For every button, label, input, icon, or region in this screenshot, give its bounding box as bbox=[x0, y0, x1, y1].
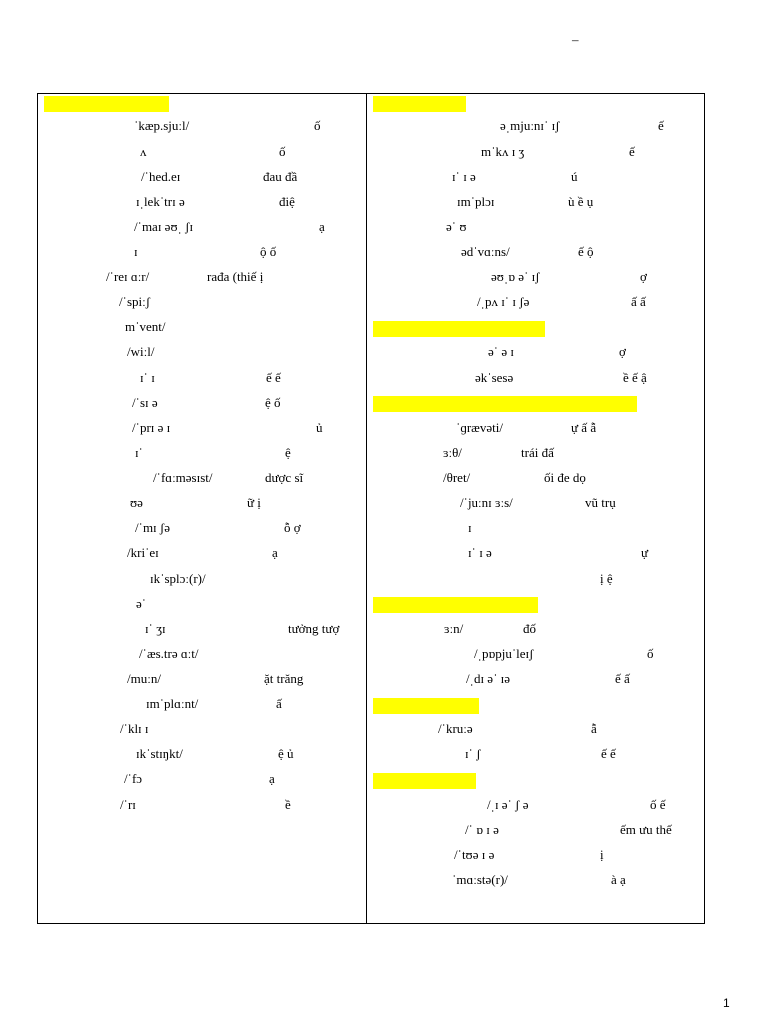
meaning-text: rađa (thiế ị bbox=[207, 269, 264, 284]
phonetic-text: ˈmɑːstə(r)/ bbox=[452, 872, 508, 887]
meaning-text: ợ bbox=[619, 344, 626, 359]
phonetic-text: əˌmjuːnɪˈ ɪʃ bbox=[500, 118, 560, 133]
phonetic-text: /ˈtʊə ɪ ə bbox=[454, 847, 495, 862]
phonetic-text: /θret/ bbox=[443, 470, 471, 485]
meaning-text: ế bbox=[658, 118, 664, 133]
meaning-text: ế ế bbox=[266, 370, 281, 385]
phonetic-text: /ˈkruːə bbox=[438, 721, 473, 736]
meaning-text: ữ ị bbox=[247, 495, 261, 510]
meaning-text: ệ ủ bbox=[278, 746, 294, 761]
phonetic-text: /ˌpɒpjuˈleɪʃ bbox=[474, 646, 534, 661]
phonetic-text: ədˈvɑːns/ bbox=[461, 244, 510, 259]
section-highlight bbox=[373, 698, 479, 714]
meaning-text: ấ ấ bbox=[631, 294, 646, 309]
meaning-text: đố bbox=[523, 621, 536, 636]
phonetic-text: ˈkæp.sjuːl/ bbox=[134, 118, 190, 133]
phonetic-text: ɜːθ/ bbox=[443, 445, 462, 460]
phonetic-text: /ˈfɔ bbox=[124, 771, 143, 786]
phonetic-text: ɪmˈplɔɪ bbox=[457, 194, 495, 209]
phonetic-text: ɪˈ ɪ ə bbox=[468, 545, 492, 560]
page-number: 1 bbox=[723, 996, 730, 1010]
phonetic-text: əʊˌɒ əˈ ɪʃ bbox=[491, 269, 540, 284]
meaning-text: ố ế bbox=[650, 797, 666, 812]
phonetic-text: /ˈklɪ ɪ bbox=[120, 721, 149, 736]
phonetic-text: ɪ bbox=[134, 244, 138, 259]
meaning-text: ố bbox=[314, 118, 321, 133]
phonetic-text: ɪkˈstɪŋkt/ bbox=[136, 746, 183, 761]
phonetic-text: əˈ ʊ bbox=[446, 219, 467, 234]
meaning-text: à ạ bbox=[611, 872, 626, 887]
phonetic-text: /ˈjuːnɪ ɜːs/ bbox=[460, 495, 513, 510]
meaning-text: ố bbox=[647, 646, 654, 661]
phonetic-text: /ˈfɑːməsɪst/ bbox=[153, 470, 213, 485]
meaning-text: tưởng tượ bbox=[288, 621, 340, 636]
section-highlight bbox=[44, 96, 169, 112]
phonetic-text: əˈ bbox=[136, 596, 147, 611]
phonetic-text: /ˈprɪ ə ɪ bbox=[132, 420, 171, 435]
meaning-text: ặt trăng bbox=[264, 671, 304, 686]
meaning-text: ù ề ụ bbox=[568, 194, 594, 209]
meaning-text: ủ bbox=[316, 420, 323, 435]
section-highlight bbox=[373, 321, 545, 337]
section-highlight bbox=[373, 96, 466, 112]
phonetic-text: ɪmˈplɑːnt/ bbox=[146, 696, 199, 711]
meaning-text: ế ế bbox=[601, 746, 616, 761]
phonetic-text: mˈkʌ ɪ ʒ bbox=[481, 144, 525, 159]
meaning-text: ị ệ bbox=[600, 571, 613, 586]
phonetic-text: /ˈmaɪ əʊˌ ʃɪ bbox=[134, 219, 194, 234]
phonetic-text: ʌ bbox=[140, 144, 147, 159]
phonetic-text: ɪkˈsplɔː(r)/ bbox=[150, 571, 206, 586]
phonetic-text: ɪˈ bbox=[135, 445, 143, 460]
phonetic-text: ˈɡrævəti/ bbox=[456, 420, 503, 435]
phonetic-text: /ˈmɪ ʃə bbox=[135, 520, 171, 535]
meaning-text: ỗ ợ bbox=[284, 520, 301, 535]
phonetic-text: /ˌdɪ əˈ ɪə bbox=[466, 671, 511, 686]
phonetic-text: /ˈhed.eɪ bbox=[141, 169, 181, 184]
meaning-text: trái đấ bbox=[521, 445, 554, 460]
phonetic-text: ɪˌlekˈtrɪ ə bbox=[136, 194, 185, 209]
phonetic-text: ɜːn/ bbox=[444, 621, 464, 636]
meaning-text: ề ế ậ bbox=[623, 370, 647, 385]
phonetic-text: /ˈsɪ ə bbox=[132, 395, 158, 410]
meaning-text: ạ bbox=[272, 545, 278, 560]
meaning-text: ú bbox=[571, 169, 578, 184]
phonetic-text: /kriˈeɪ bbox=[127, 545, 159, 560]
meaning-text: ế bbox=[629, 144, 635, 159]
phonetic-text: /muːn/ bbox=[127, 671, 161, 686]
meaning-text: ề bbox=[285, 797, 291, 812]
meaning-text: ệ bbox=[285, 445, 291, 460]
phonetic-text: ɪˈ ɪ bbox=[140, 370, 155, 385]
meaning-text: ệ ố bbox=[265, 395, 281, 410]
phonetic-text: /ˈrɪ bbox=[120, 797, 136, 812]
phonetic-text: əˈ ə ɪ bbox=[488, 344, 514, 359]
phonetic-text: /ˌpʌ ɪˈ ɪ ʃə bbox=[477, 294, 530, 309]
meaning-text: ộ ố bbox=[260, 244, 277, 259]
phonetic-text: mˈvent/ bbox=[125, 319, 166, 334]
meaning-text: đau đầ bbox=[263, 169, 298, 184]
section-highlight bbox=[373, 773, 476, 789]
phonetic-text: ɪˈ ʃ bbox=[465, 746, 481, 761]
meaning-text: ấ bbox=[276, 696, 282, 711]
phonetic-text: /ˈæs.trə ɑːt/ bbox=[139, 646, 199, 661]
meaning-text: vũ trụ bbox=[585, 495, 616, 510]
phonetic-text: ɪˈ ʒɪ bbox=[145, 621, 166, 636]
meaning-text: ạ bbox=[269, 771, 275, 786]
phonetic-text: /ˈreɪ ɑːr/ bbox=[106, 269, 150, 284]
column-divider bbox=[366, 94, 367, 923]
header-dash: – bbox=[572, 32, 579, 47]
meaning-text: ợ bbox=[640, 269, 647, 284]
phonetic-text: ʊə bbox=[130, 495, 143, 510]
meaning-text: ế ộ bbox=[578, 244, 594, 259]
meaning-text: ạ bbox=[319, 219, 325, 234]
phonetic-text: ɪ bbox=[468, 520, 472, 535]
section-highlight bbox=[373, 597, 538, 613]
meaning-text: ếm ưu thế bbox=[620, 822, 672, 837]
phonetic-text: /ˌɪ əˈ ʃ ə bbox=[487, 797, 529, 812]
meaning-text: ị bbox=[600, 847, 604, 862]
meaning-text: ự bbox=[641, 545, 649, 560]
meaning-text: ối đe dọ bbox=[544, 470, 586, 485]
phonetic-text: əkˈsesə bbox=[475, 370, 514, 385]
meaning-text: ế ấ bbox=[615, 671, 630, 686]
meaning-text: điệ bbox=[279, 194, 295, 209]
meaning-text: ự ấ ẫ bbox=[571, 420, 597, 435]
meaning-text: dược sĩ bbox=[265, 470, 304, 485]
meaning-text: ố bbox=[279, 144, 286, 159]
phonetic-text: /wiːl/ bbox=[127, 344, 155, 359]
vocabulary-table bbox=[37, 93, 705, 924]
phonetic-text: /ˈ ɒ ɪ ə bbox=[465, 822, 499, 837]
meaning-text: ẫ bbox=[591, 721, 597, 736]
phonetic-text: /ˈspiːʃ bbox=[119, 294, 151, 309]
section-highlight bbox=[373, 396, 637, 412]
phonetic-text: ɪˈ ɪ ə bbox=[452, 169, 476, 184]
